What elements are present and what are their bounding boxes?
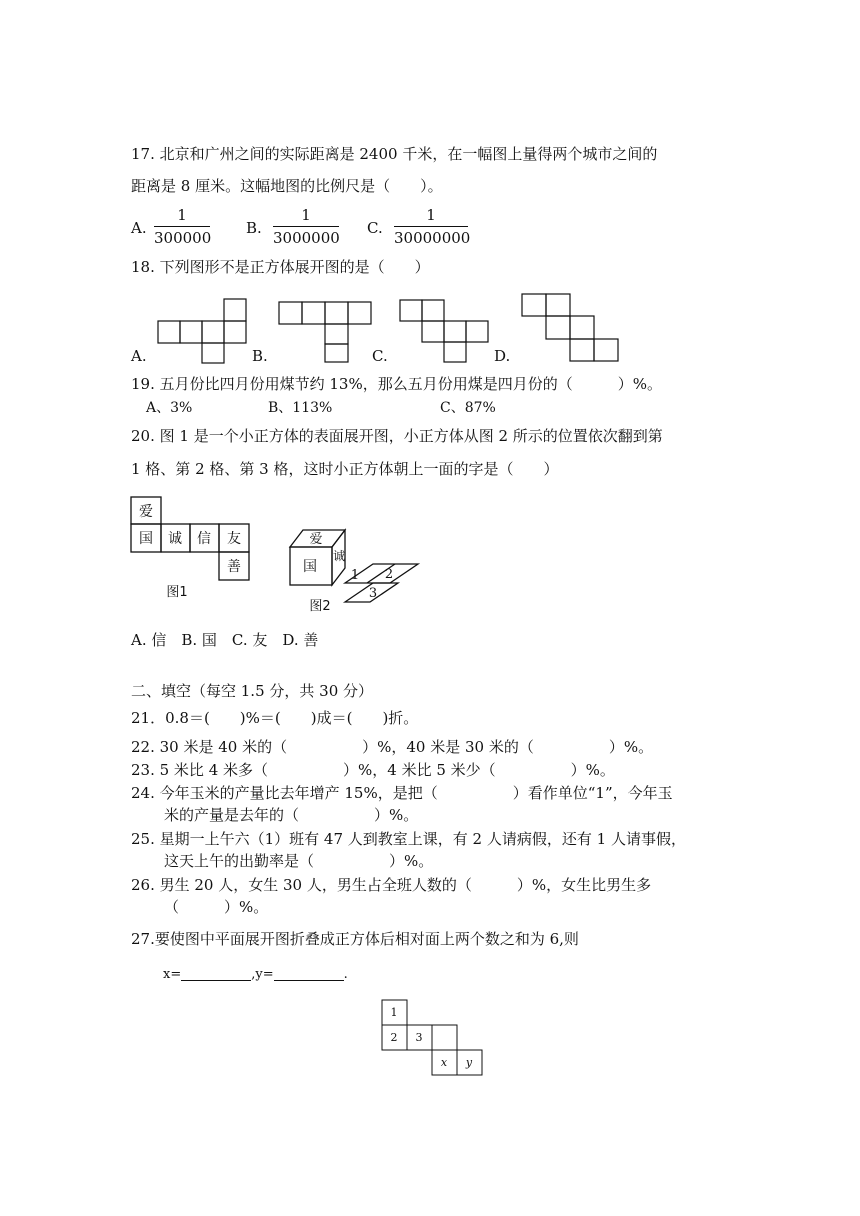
q19-option-b: B、113% [268,400,333,416]
fig2-char-side: 诚 [332,549,346,563]
q22-text: 22. 30 米是 40 米的（ ）%，40 米是 30 米的（ ）%。 [131,738,654,756]
section2-title: 二、填空（每空 1.5 分，共 30 分） [131,682,374,700]
q17-option-b-letter: B. [246,219,262,237]
fig1-char-guo: 国 [139,531,153,547]
q20-line1: 20. 图 1 是一个小正方体的表面展开图，小正方体从图 2 所示的位置依次翻到第 [131,427,663,445]
q17-option-c-letter: C. [367,219,383,237]
q25-line1: 25. 星期一上午六（1）班有 47 人到教室上课，有 2 人请病假，还有 1 人请事假， [131,830,686,848]
fig1-char-xin: 信 [197,531,211,547]
fig2-char-top: 爱 [309,532,323,547]
q18-label-c: C. [372,347,388,365]
fig1-char-shan: 善 [227,559,241,575]
q17-line2: 距离是 8 厘米。这幅地图的比例尺是（ ）。 [131,177,443,195]
q26-line1: 26. 男生 20 人，女生 30 人，男生占全班人数的（ ）%，女生比男生多 [131,876,652,894]
fig1-char-ai: 爱 [139,504,153,520]
q18-label-d: D. [494,347,511,365]
q27-end: . [343,967,348,982]
q25-line2: 这天上午的出勤率是（ ）%。 [164,852,434,870]
q26-line2: （ ）%。 [164,898,269,916]
q27-cell-x: x [440,1056,448,1069]
fig2-cell-3: 3 [368,586,378,601]
fig1-char-cheng: 诚 [168,531,182,547]
q27-cell-y: y [465,1056,473,1069]
fraction-numerator: 1 [301,206,311,224]
q18-label-b: B. [252,347,268,365]
q19-text: 19. 五月份比四月份用煤节约 13%，那么五月份用煤是四月份的（ ）%。 [131,375,662,393]
fig2-cell-2: 2 [384,567,394,582]
fraction-denominator: 3000000 [273,229,340,247]
q23-text: 23. 5 米比 4 米多（ ）%，4 米比 5 米少（ ）%。 [131,761,615,779]
fraction-denominator: 30000000 [394,229,471,247]
q20-options: A. 信 B. 国 C. 友 D. 善 [131,631,319,649]
q19-option-a: A、3% [146,400,193,416]
fraction-denominator: 300000 [154,229,212,247]
fraction-numerator: 1 [177,206,187,224]
fig2-cell-1: 1 [350,568,360,583]
q21-text: 21．0.8＝( )%＝( )成＝( )折。 [131,709,419,727]
q17-option-a-letter: A. [131,219,147,237]
q27-y-label: ,y= [251,967,274,982]
fraction-numerator: 1 [426,206,436,224]
q24-line2: 米的产量是去年的（ ）%。 [164,806,419,824]
fig1-char-you: 友 [227,531,241,547]
q24-line1: 24. 今年玉米的产量比去年增产 15%，是把（ ）看作单位“1”，今年玉 [131,784,673,802]
q17-line1: 17. 北京和广州之间的实际距离是 2400 千米，在一幅图上量得两个城市之间的 [131,145,658,163]
q18-text: 18. 下列图形不是正方体展开图的是（ ） [131,258,430,276]
q27-line1: 27.要使图中平面展开图折叠成正方体后相对面上两个数之和为 6,则 [131,930,579,948]
q20-line2: 1 格、第 2 格、第 3 格，这时小正方体朝上一面的字是（ ） [131,460,559,478]
q27-x-label: x= [163,967,182,982]
q19-option-c: C、87% [440,400,496,416]
fig2-label: 图2 [309,599,331,614]
q18-label-a: A. [131,347,147,365]
q27-cell-1: 1 [390,1006,398,1019]
q27-cell-3: 3 [415,1031,423,1044]
q27-cell-2: 2 [390,1031,398,1044]
fig2-char-front: 国 [303,559,317,575]
fig1-label: 图1 [166,585,188,600]
